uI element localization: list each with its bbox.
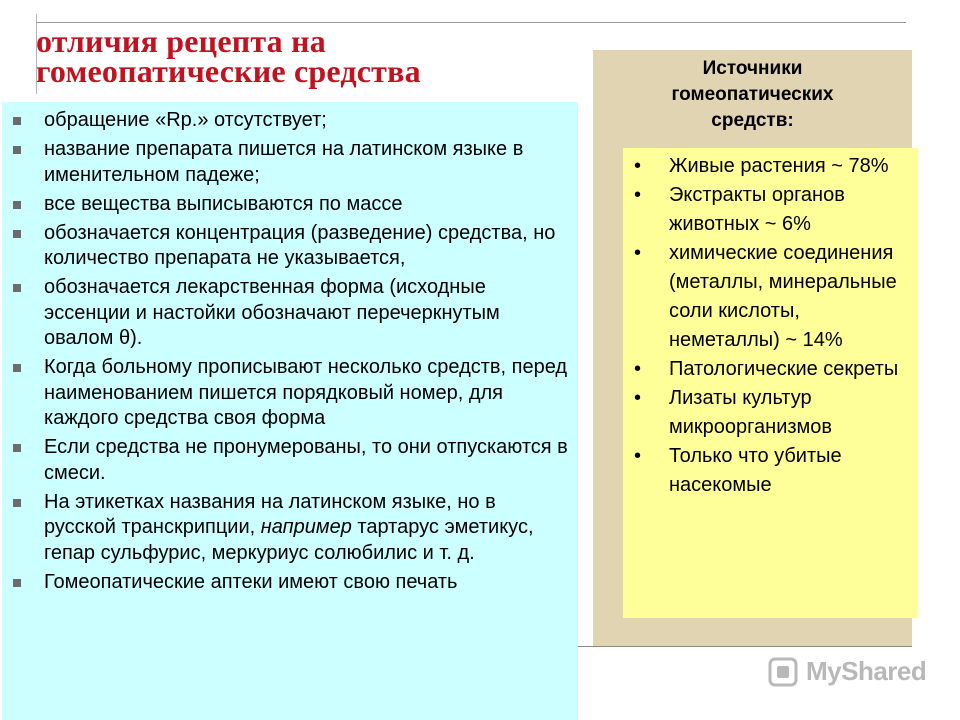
bullet-icon: •: [634, 155, 642, 177]
label-item-text-before: На этикетках названия на латинском языке, но в русской транскрипции,: [44, 490, 496, 538]
myshared-logo-icon: [768, 657, 798, 687]
list-item: [623, 442, 918, 500]
source-item-text: Экстракты органов животных ~ 6%: [669, 184, 845, 235]
watermark: [768, 656, 926, 687]
sources-heading: [593, 56, 912, 134]
list-item-text: обращение «Rp.» отсутствует;: [44, 109, 327, 131]
title-line-1: отличия рецепта на: [36, 23, 326, 59]
list-item-text: название препарата пишется на латинском языке в именительном падеже;: [44, 138, 524, 186]
square-bullet-icon: [13, 499, 21, 507]
source-item-text: Лизаты культур микроорганизмов: [669, 387, 833, 438]
bullet-icon: •: [634, 184, 642, 206]
bottom-divider: [578, 646, 912, 647]
list-item-text: Когда больному прописывают несколько средств, перед наименованием пишется порядковый номер, для каждого средства своя форма: [44, 356, 568, 429]
list-item-text: Если средства не пронумерованы, то они отпускаются в смеси.: [44, 436, 568, 484]
list-item: [2, 137, 578, 188]
square-bullet-icon: [13, 579, 21, 587]
square-bullet-icon: [13, 284, 21, 292]
prescription-differences-panel: [2, 102, 578, 720]
list-item: [2, 275, 578, 352]
square-bullet-icon: [13, 364, 21, 372]
label-item-text-after: тартарус эметикус, гепар сульфурис, меркуриус солюбилис и т. д.: [44, 516, 534, 564]
sources-heading-line-2: гомеопатических: [671, 84, 834, 105]
list-item: [2, 570, 578, 596]
source-item-text: Живые растения ~ 78%: [669, 155, 889, 177]
list-item: [2, 221, 578, 272]
label-item-emphasis: например: [260, 516, 352, 538]
watermark-text: MyShared: [806, 656, 927, 686]
square-bullet-icon: [13, 117, 21, 125]
list-item-text: обозначается лекарственная форма (исходные эссенции и настойки обозначают перечеркнутым овалом θ).: [44, 276, 500, 349]
list-item-text: обозначается концентрация (разведение) средства, но количество препарата не указывается,: [44, 221, 556, 269]
slide-title: [36, 23, 596, 89]
list-item: [623, 355, 918, 384]
square-bullet-icon: [13, 230, 21, 238]
sources-list: [623, 148, 918, 500]
source-item-text: Только что убитые насекомые: [669, 445, 842, 496]
list-item: [2, 435, 578, 486]
sources-heading-line-1: Источники: [702, 58, 803, 79]
bullet-icon: •: [634, 358, 642, 380]
list-item-text: Гомеопатические аптеки имеют свою печать: [44, 570, 458, 593]
list-item: [623, 384, 918, 442]
square-bullet-icon: [13, 444, 21, 452]
source-item-text: химические соединения (металлы, минеральные соли кислоты, неметаллы) ~ 14%: [669, 242, 897, 351]
bullet-icon: •: [634, 242, 642, 264]
square-bullet-icon: [13, 201, 21, 209]
list-item: [623, 181, 918, 239]
source-item-text: Патологические секреты: [669, 358, 899, 380]
list-item: [623, 152, 918, 181]
square-bullet-icon: [13, 146, 21, 154]
list-item: [2, 192, 578, 218]
bullet-icon: •: [634, 445, 642, 467]
list-item: [2, 108, 578, 134]
sources-heading-line-3: средств:: [711, 110, 794, 131]
differences-list: [2, 102, 578, 595]
bullet-icon: •: [634, 387, 642, 409]
list-item-text: все вещества выписываются по массе: [44, 192, 403, 215]
list-item: [2, 490, 578, 567]
list-item: [2, 355, 578, 432]
title-line-2: гомеопатические средства: [36, 53, 421, 89]
sources-list-box: [623, 148, 918, 618]
list-item: [623, 239, 918, 355]
